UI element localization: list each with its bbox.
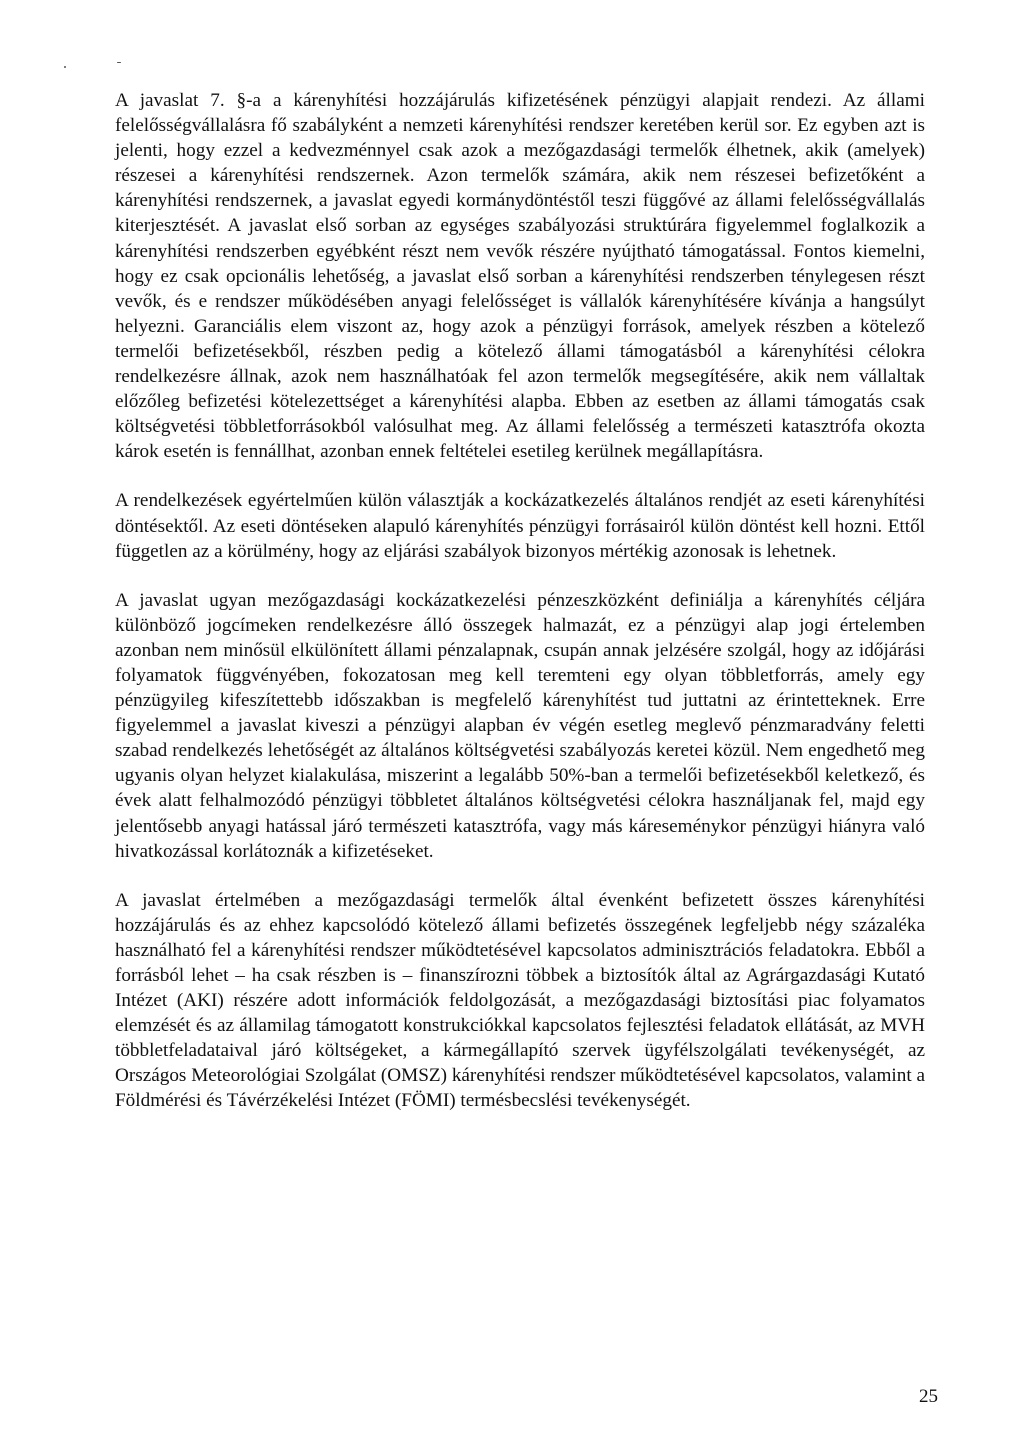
paragraph: A javaslat ugyan mezőgazdasági kockázatkezelési pénzeszközként definiálja a kárenyhítés céljára különböző jogcímeken rendelkezésre álló összegek halmazát, ez a pénzügyi alap jogi értelemben azonban nem minősül elkülönített állami pénzalapnak, csupán annak jelzésére szolgál, hogy az időjárási folyamatok függvényében, fokozatosan meg kell teremteni egy olyan többletforrás, amely egy pénzügyileg kifeszítettebb időszakban is megfelelő kárenyhítést tud juttatni az érintetteknek. Erre figyelemmel a javaslat kiveszi a pénzügyi alapban év végén esetleg meglevő pénzmaradvány feletti szabad rendelkezés lehetőségét az általános költségvetési szabályozás keretei közül. Nem engedhető meg ugyanis olyan helyzet kialakulása, miszerint a legalább 50%-ban a termelői befizetésekből keletkező, és évek alatt felhalmozódó pénzügyi többletet általános költségvetési célokra használjanak fel, majd egy jelentősebb anyagi hatással járó természeti katasztrófa, vagy más káreseménykor pénzügyi hiányra való hivatkozással korlátoznák a kifizetéseket. (115, 589, 925, 862)
scan-artifact-mark (64, 66, 66, 68)
scan-artifact-mark (117, 62, 121, 63)
page-number: 25 (919, 1386, 938, 1407)
paragraph: A javaslat 7. §-a a kárenyhítési hozzájárulás kifizetésének pénzügyi alapjait rendezi. Az állami felelősségvállalásra fő szabályként a nemzeti kárenyhítési rendszer keretében kerül sor. Ez egyben azt is jelenti, hogy ezzel a kedvezménnyel csak azok a mezőgazdasági termelők élhetnek, akik (amelyek) részesei a kárenyhítési rendszernek. Azon termelők számára, akik nem részesei befizetőként a kárenyhítési rendszernek, a javaslat egyedi kormánydöntéstől teszi függővé az állami felelősségvállalás kiterjesztését. A javaslat első sorban az egységes szabályozási struktúrára figyelemmel foglalkozik a kárenyhítési rendszerben egyébként részt nem vevők részére nyújtható támogatással. Fontos kiemelni, hogy ez csak opcionális lehetőség, a javaslat első sorban a kárenyhítési rendszerben ténylegesen részt vevők, és e rendszer működésében anyagi felelősséget is vállalók kárenyhítésére kívánja a hangsúlyt helyezni. Garanciális elem viszont az, hogy azok a pénzügyi források, amelyek részben a kötelező termelői befizetésekből, részben pedig a kötelező állami támogatásból a kárenyhítési célokra rendelkezésre állnak, azok nem használhatóak fel azon termelők megsegítésére, akik nem vállaltak előzőleg befizetési kötelezettséget a kárenyhítési alapba. Ebben az esetben az állami támogatás csak költségvetési többletforrásokból valósulhat meg. Az állami felelősség a természeti katasztrófa okozta károk esetén is fennállhat, azonban ennek feltételei esetileg kerülnek megállapításra. (115, 90, 925, 463)
paragraph: A javaslat értelmében a mezőgazdasági termelők által évenként befizetett összes kárenyhítési hozzájárulás és az ehhez kapcsolódó kötelező állami befizetés összegének legfeljebb négy százaléka használható fel a kárenyhítési rendszer működtetésével kapcsolatos adminisztrációs feladatokra. Ebből a forrásból lehet – ha csak részben is – finanszírozni többek a biztosítók által az Agrárgazdasági Kutató Intézet (AKI) részére adott információk feldolgozását, a mezőgazdasági biztosítási piac folyamatos elemzését és az államilag támogatott konstrukciókkal kapcsolatos fejlesztési feladatok ellátását, az MVH többletfeladataival járó költségeket, a kármegállapító szervek ügyfélszolgálati tevékenységét, az Országos Meteorológiai Szolgálat (OMSZ) kárenyhítési rendszer működtetésével kapcsolatos, valamint a Földmérési és Távérzékelési Intézet (FÖMI) termésbecslési tevékenységét. (115, 889, 925, 1112)
document-body (115, 88, 925, 1114)
paragraph: A rendelkezések egyértelműen külön választják a kockázatkezelés általános rendjét az eseti kárenyhítési döntésektől. Az eseti döntéseken alapuló kárenyhítés pénzügyi forrásairól külön döntést kell hozni. Ettől független az a körülmény, hogy az eljárási szabályok bizonyos mértékig azonosak is lehetnek. (115, 490, 925, 562)
